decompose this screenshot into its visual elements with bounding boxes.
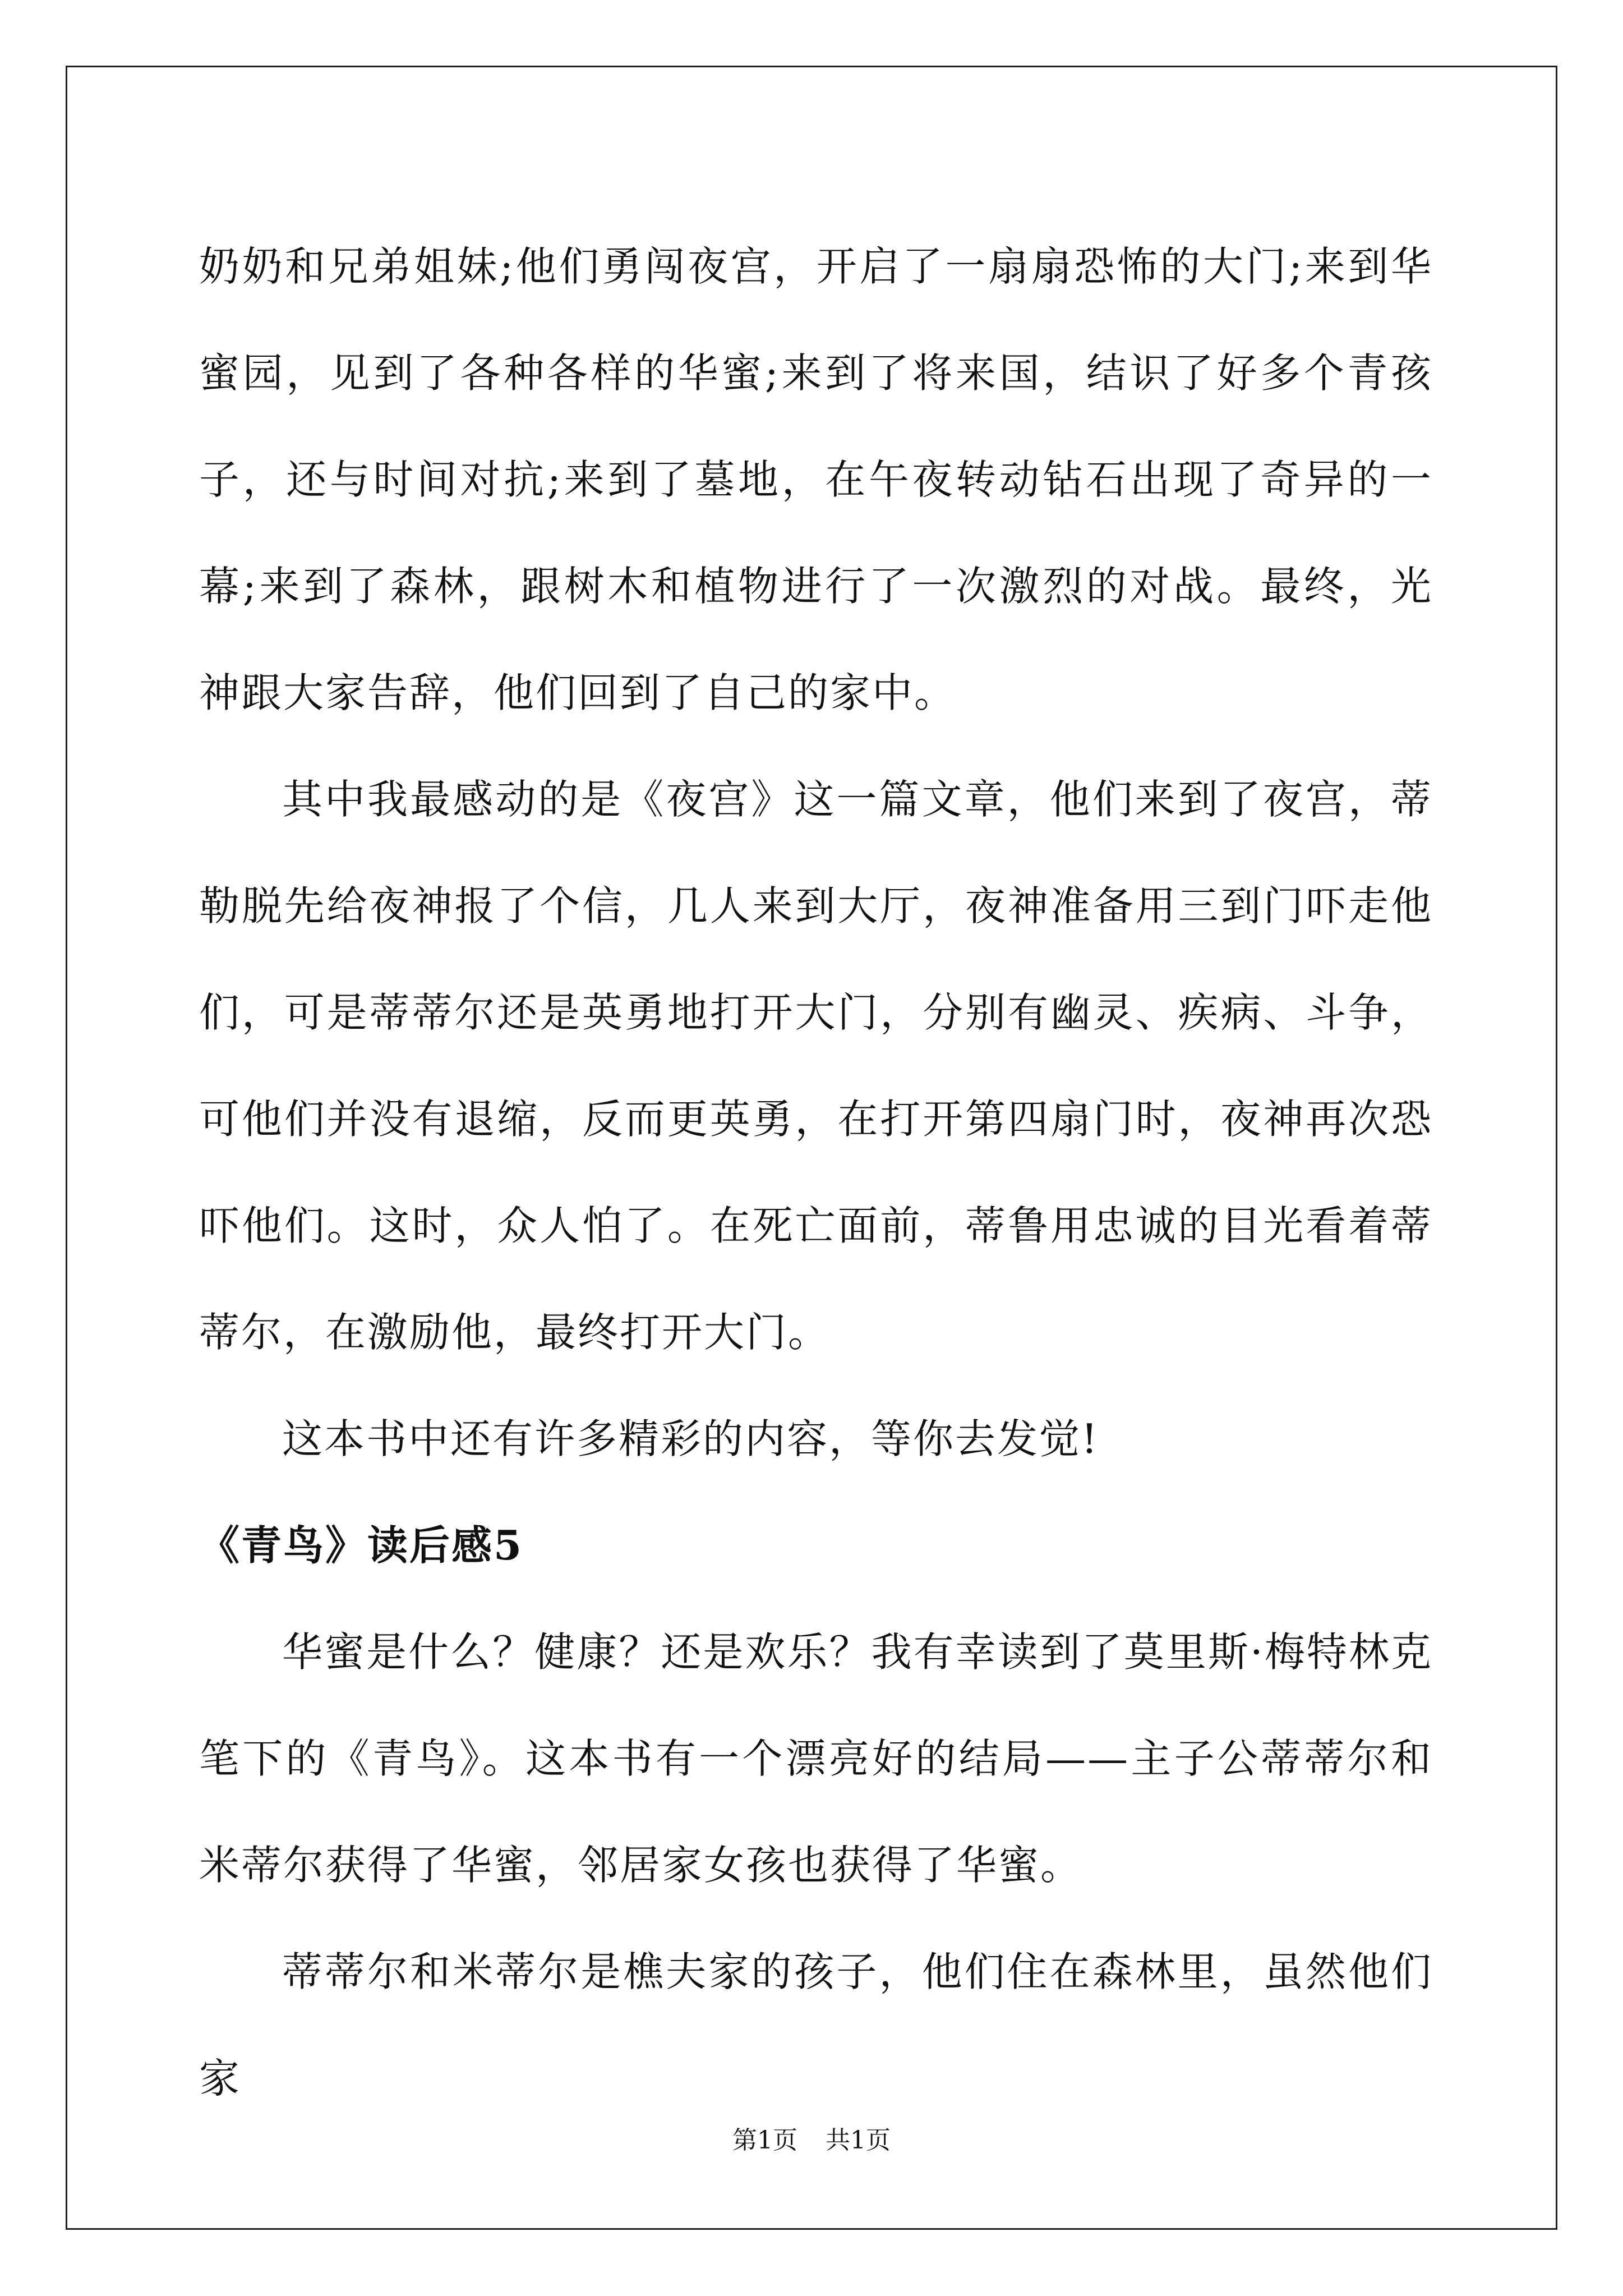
paragraph: 其中我最感动的是《夜宫》这一篇文章，他们来到了夜宫，蒂勒脱先给夜神报了个信，几人来到大厅，夜神准备用三到门吓走他们，可是蒂蒂尔还是英勇地打开大门，分别有幽灵、疾病、斗争，可他们并没有退缩，反而更英勇，在打开第四扇门时，夜神再次恐吓他们。这时，众人怕了。在死亡面前，蒂鲁用忠诚的目光看着蒂蒂尔，在激励他，最终打开大门。 bbox=[199, 776, 1433, 1356]
section-title: 《青鸟》读后感5 bbox=[199, 1521, 524, 1569]
page-total: 共1页 bbox=[826, 2126, 891, 2155]
document-body bbox=[199, 213, 1433, 2132]
paragraph: 华蜜是什么？健康？还是欢乐？我有幸读到了莫里斯·梅特林克笔下的《青鸟》。这本书有一个漂亮好的结局——主子公蒂蒂尔和米蒂尔获得了华蜜，邻居家女孩也获得了华蜜。 bbox=[199, 1628, 1433, 1889]
paragraph: 蒂蒂尔和米蒂尔是樵夫家的孩子，他们住在森林里，虽然他们家 bbox=[199, 1948, 1433, 2102]
paragraph: 这本书中还有许多精彩的内容，等你去发觉! bbox=[282, 1415, 1099, 1462]
paragraph: 奶奶和兄弟姐妹;他们勇闯夜宫，开启了一扇扇恐怖的大门;来到华蜜园，见到了各种各样的华蜜;来到了将来国，结识了好多个青孩子，还与时间对抗;来到了墓地，在午夜转动钻石出现了奇异的一幕;来到了森林，跟树木和植物进行了一次激烈的对战。最终，光神跟大家告辞，他们回到了自己的家中。 bbox=[199, 243, 1433, 716]
page-number: 第1页 bbox=[732, 2126, 797, 2155]
page-footer bbox=[0, 2124, 1623, 2157]
